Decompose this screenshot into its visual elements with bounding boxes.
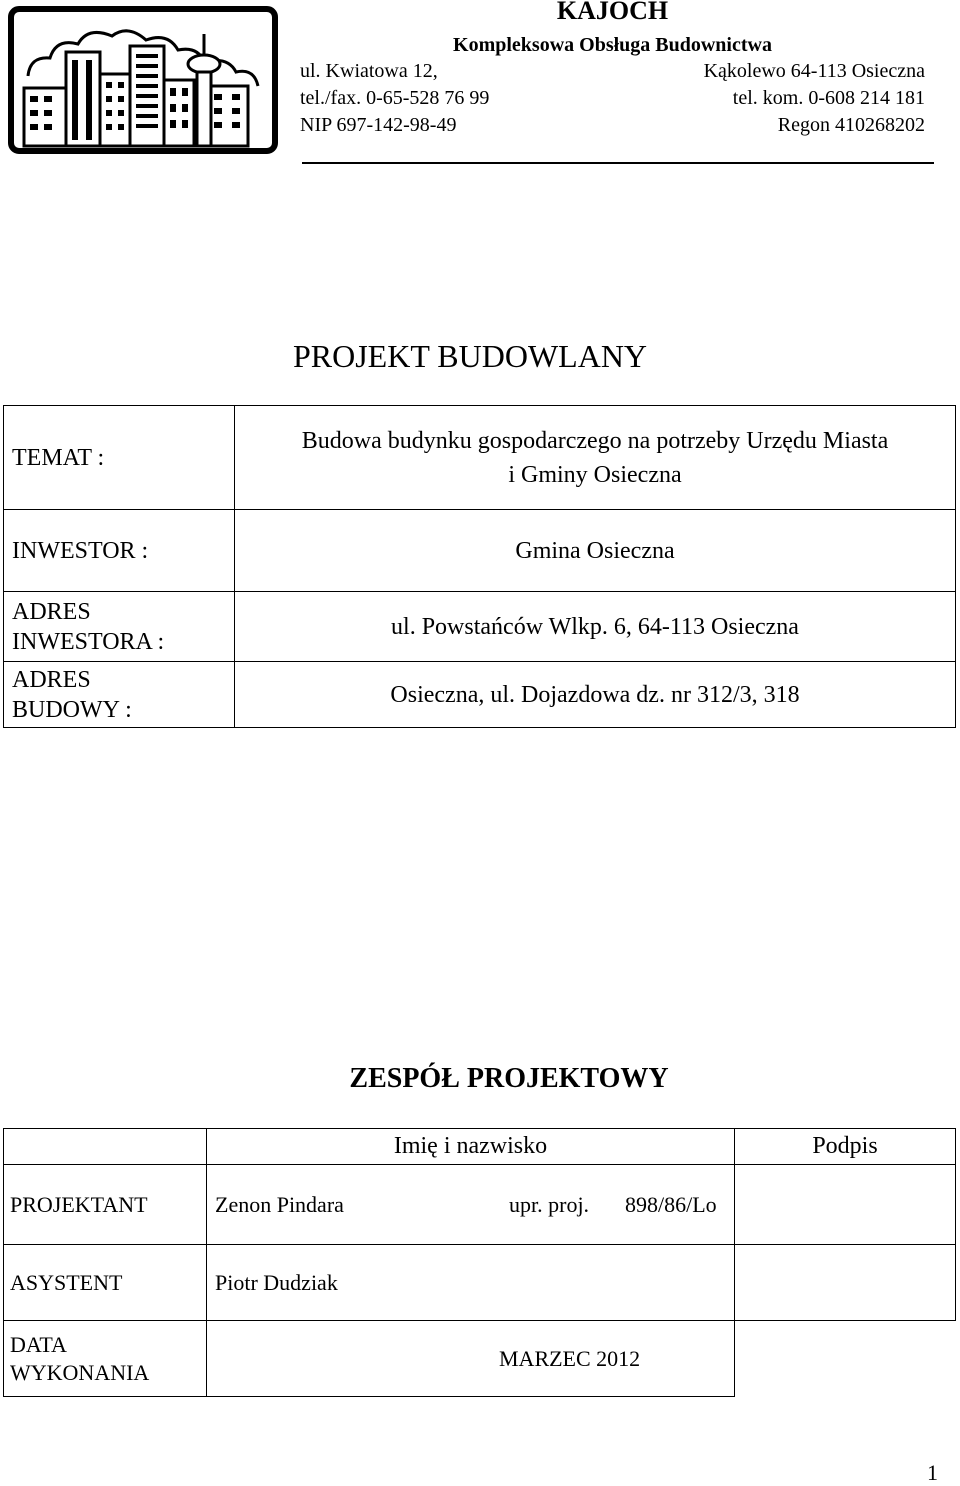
table-row	[4, 592, 956, 662]
asystent-sign	[735, 1245, 956, 1321]
table-row	[4, 406, 956, 510]
phone-row	[300, 85, 925, 111]
col-sign-header: Podpis	[735, 1129, 956, 1165]
document-title: PROJEKT BUDOWLANY	[292, 338, 648, 374]
team-table	[3, 1128, 956, 1397]
temat-label: TEMAT :	[4, 406, 235, 510]
team-header-empty	[4, 1129, 207, 1165]
project-info-table	[3, 405, 956, 728]
adres-inwestora-label-line2: INWESTORA :	[12, 628, 165, 655]
table-row	[4, 1129, 956, 1165]
temat-value	[235, 406, 956, 510]
nip: NIP 697-142-98-49	[300, 114, 457, 136]
table-row	[4, 1165, 956, 1245]
adres-budowy-label-line2: BUDOWY :	[12, 696, 132, 723]
company-name: KAJOCH	[556, 0, 669, 25]
data-label	[4, 1321, 207, 1397]
projektant-sign	[735, 1165, 956, 1245]
adres-inwestora-label-line1: ADRES	[12, 598, 91, 625]
temat-line2: i Gminy Osieczna	[508, 461, 682, 488]
table-row	[4, 510, 956, 592]
adres-inwestora-label	[4, 592, 235, 662]
data-label-line1: DATA	[10, 1331, 67, 1357]
data-label-line2: WYKONANIA	[10, 1359, 150, 1385]
adres-budowy-label	[4, 662, 235, 728]
projektant-label: PROJEKTANT	[4, 1165, 207, 1245]
table-row	[4, 1245, 956, 1321]
address-row	[300, 58, 925, 84]
data-sign-empty	[735, 1321, 956, 1397]
table-row	[4, 662, 956, 728]
company-subtitle: Kompleksowa Obsługa Budownictwa	[453, 34, 772, 56]
projektant-details	[207, 1165, 735, 1245]
temat-line1: Budowa budynku gospodarczego na potrzeby Urzędu Miasta	[301, 427, 889, 454]
asystent-label: ASYSTENT	[4, 1245, 207, 1321]
adres-inwestora-value: ul. Powstańców Wlkp. 6, 64-113 Osieczna	[235, 592, 956, 662]
page-number: 1	[927, 1460, 938, 1485]
table-row	[4, 1321, 956, 1397]
adres-budowy-value: Osieczna, ul. Dojazdowa dz. nr 312/3, 318	[235, 662, 956, 728]
phone-left: tel./fax. 0-65-528 76 99	[300, 87, 490, 109]
projektant-upr: upr. proj.	[509, 1191, 590, 1217]
data-value	[207, 1321, 735, 1397]
col-name-header: Imię i nazwisko	[207, 1129, 735, 1165]
registry-row	[300, 112, 925, 138]
adres-budowy-label-line1: ADRES	[12, 666, 91, 693]
asystent-name: Piotr Dudziak	[207, 1245, 735, 1321]
address-right: Kąkolewo 64-113 Osieczna	[703, 60, 925, 82]
address-left: ul. Kwiatowa 12,	[300, 60, 438, 82]
projektant-nr: 898/86/Lo	[625, 1191, 717, 1217]
projektant-name: Zenon Pindara	[215, 1191, 344, 1217]
inwestor-value: Gmina Osieczna	[235, 510, 956, 592]
inwestor-label: INWESTOR :	[4, 510, 235, 592]
city-buildings-logo-icon	[8, 6, 278, 154]
header-divider	[302, 162, 934, 164]
data-value-text: MARZEC 2012	[499, 1345, 641, 1371]
regon: Regon 410268202	[777, 114, 925, 136]
team-title: ZESPÓŁ PROJEKTOWY	[349, 1063, 669, 1094]
phone-right: tel. kom. 0-608 214 181	[732, 87, 925, 109]
